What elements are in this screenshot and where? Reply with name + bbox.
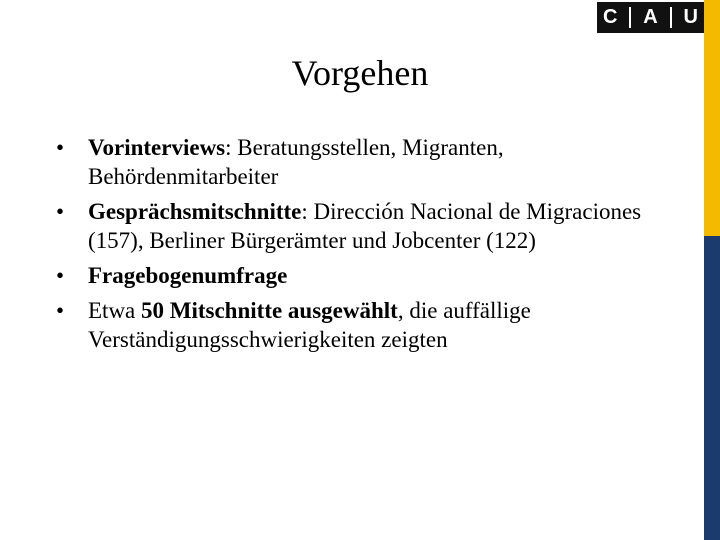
bullet-item <box>56 133 696 191</box>
bullet-text: Etwa <box>88 298 142 323</box>
slide-title: Vorgehen <box>291 53 429 93</box>
bullet-dot: • <box>56 199 65 224</box>
cau-logo <box>597 2 704 33</box>
bullet-bold-text: 50 Mitschnitte ausgewählt <box>141 298 398 323</box>
logo-separator <box>670 7 672 28</box>
logo-letter-u: U <box>683 6 698 28</box>
bullet-text: : Beratungsstellen, Migranten, Behördenmitarbeiter <box>88 135 504 189</box>
bullet-list <box>56 133 696 360</box>
side-accent-yellow <box>704 0 720 236</box>
bullet-text: , die auffällige Verständigungsschwierigkeiten zeigten <box>88 298 531 352</box>
bullet-item <box>56 261 696 290</box>
bullet-item <box>56 197 696 255</box>
logo-letter-a: A <box>643 6 658 28</box>
bullet-text: : Dirección Nacional de Migraciones (157), Berliner Bürgerämter und Jobcenter (122) <box>88 199 642 253</box>
bullet-dot: • <box>56 298 65 323</box>
logo-letter-c: C <box>602 6 618 28</box>
bullet-item <box>56 296 696 354</box>
logo-separator <box>629 7 631 28</box>
bullet-bold-text: Fragebogenumfrage <box>88 263 288 288</box>
bullet-bold-text: Gesprächsmitschnitte <box>88 199 302 224</box>
bullet-bold-text: Vorinterviews <box>88 135 226 160</box>
bullet-dot: • <box>56 263 65 288</box>
side-accent-blue <box>704 236 720 540</box>
bullet-dot: • <box>56 135 65 160</box>
